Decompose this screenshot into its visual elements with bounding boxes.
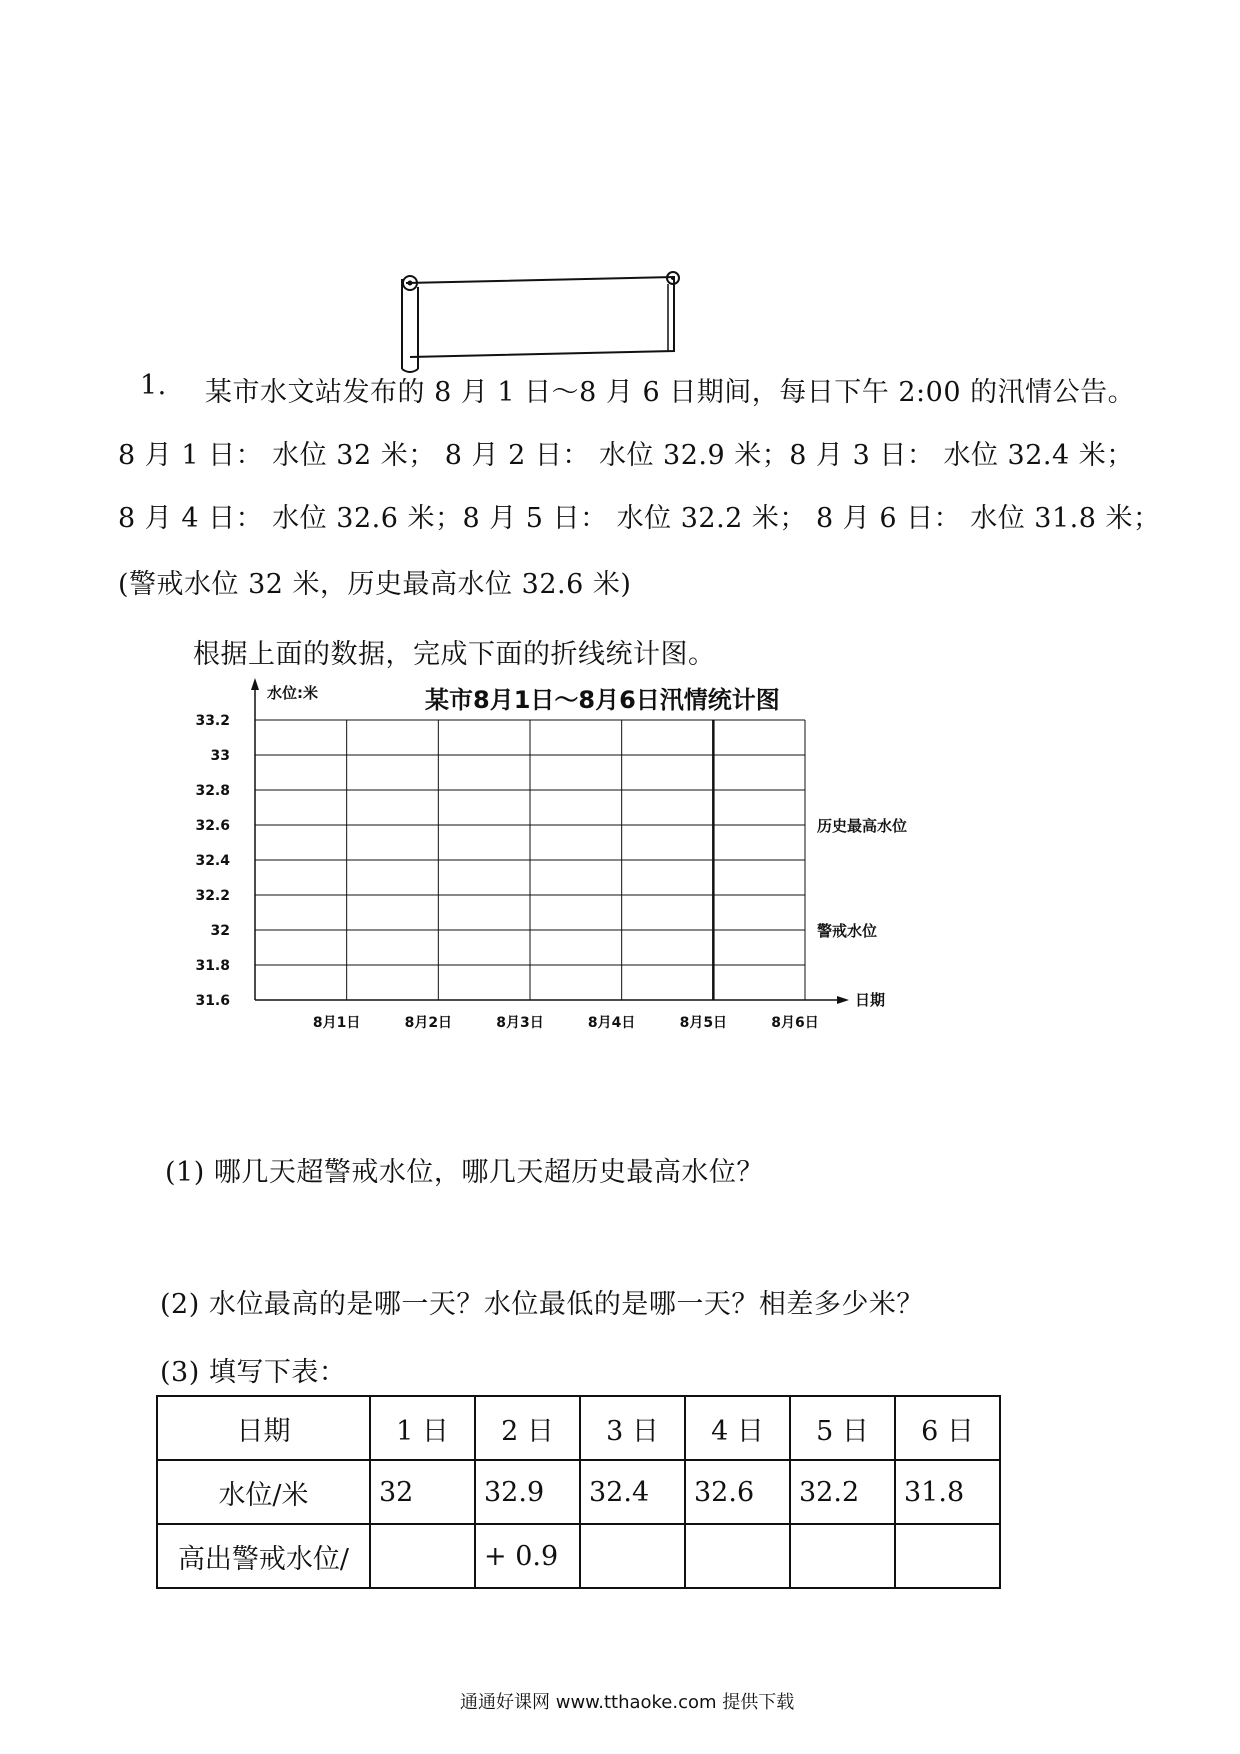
water-level-table: [156, 1395, 1001, 1589]
table-cell: [895, 1524, 1000, 1588]
table-cell: [580, 1524, 685, 1588]
y-axis-label: 水位:米: [267, 684, 318, 702]
x-tick-label: 8月5日: [679, 1015, 728, 1031]
table-cell: 水位/米: [157, 1460, 370, 1524]
problem-intro: 某市水文站发布的 8 月 1 日～8 月 6 日期间，每日下午 2:00 的汛情公告。: [205, 377, 1136, 408]
table-cell: 高出警戒水位/: [157, 1524, 370, 1588]
question-2: (2) 水位最高的是哪一天？水位最低的是哪一天？相差多少米？: [160, 1289, 924, 1320]
table-row: [157, 1396, 1000, 1460]
problem-note: (警戒水位 32 米，历史最高水位 32.6 米): [118, 569, 632, 600]
chart-title: 某市8月1日～8月6日汛情统计图: [425, 686, 780, 714]
table-cell: 5 日: [790, 1396, 895, 1460]
y-tick-label: 32.8: [195, 783, 230, 799]
scroll-banner-decoration: [392, 265, 688, 373]
y-axis-arrow: [251, 678, 259, 690]
table-cell: + 0.9: [475, 1524, 580, 1588]
x-tick-label: 8月2日: [404, 1015, 453, 1031]
table-cell: 32.9: [475, 1460, 580, 1524]
problem-number: 1.: [140, 370, 167, 401]
table-cell: 日期: [157, 1396, 370, 1460]
table-cell: 32.4: [580, 1460, 685, 1524]
table-cell: 3 日: [580, 1396, 685, 1460]
x-tick-label: 8月1日: [312, 1015, 361, 1031]
table-cell: 32.6: [685, 1460, 790, 1524]
y-tick-label: 32.4: [195, 853, 230, 869]
table-cell: 32: [370, 1460, 475, 1524]
table-row: [157, 1460, 1000, 1524]
table-cell: [370, 1524, 475, 1588]
x-tick-label: 8月3日: [496, 1015, 544, 1031]
y-tick-label: 31.6: [195, 993, 230, 1009]
table-cell: 31.8: [895, 1460, 1000, 1524]
table-cell: [790, 1524, 895, 1588]
y-tick-label: 32.6: [195, 818, 230, 834]
chart-instruction: 根据上面的数据，完成下面的折线统计图。: [193, 639, 716, 670]
question-3: (3) 填写下表：: [160, 1357, 347, 1388]
table-row: [157, 1524, 1000, 1588]
table-cell: 32.2: [790, 1460, 895, 1524]
flood-line-chart: [180, 670, 980, 1040]
problem-data-line2: 8 月 4 日： 水位 32.6 米；8 月 5 日： 水位 32.2 米； 8 月 6 日： 水位 31.8 米；: [118, 503, 1161, 534]
x-tick-label: 8月6日: [771, 1015, 819, 1031]
x-axis-label: 日期: [855, 991, 886, 1009]
reference-label: 历史最高水位: [817, 817, 908, 835]
table-cell: 1 日: [370, 1396, 475, 1460]
y-tick-label: 33: [210, 748, 230, 764]
y-tick-label: 32: [210, 923, 230, 939]
table-cell: 2 日: [475, 1396, 580, 1460]
footer-credit: 通通好课网 www.tthaoke.com 提供下载: [460, 1692, 795, 1713]
question-1: (1) 哪几天超警戒水位，哪几天超历史最高水位？: [165, 1157, 764, 1188]
table-cell: [685, 1524, 790, 1588]
table-cell: 6 日: [895, 1396, 1000, 1460]
problem-data-line1: 8 月 1 日： 水位 32 米； 8 月 2 日： 水位 32.9 米；8 月 3 日： 水位 32.4 米；: [118, 440, 1134, 471]
reference-label: 警戒水位: [817, 922, 878, 940]
y-tick-label: 31.8: [195, 958, 230, 974]
x-tick-label: 8月4日: [587, 1015, 636, 1031]
y-tick-label: 33.2: [195, 713, 230, 729]
x-axis-arrow: [837, 996, 849, 1004]
y-tick-label: 32.2: [195, 888, 230, 904]
table-cell: 4 日: [685, 1396, 790, 1460]
